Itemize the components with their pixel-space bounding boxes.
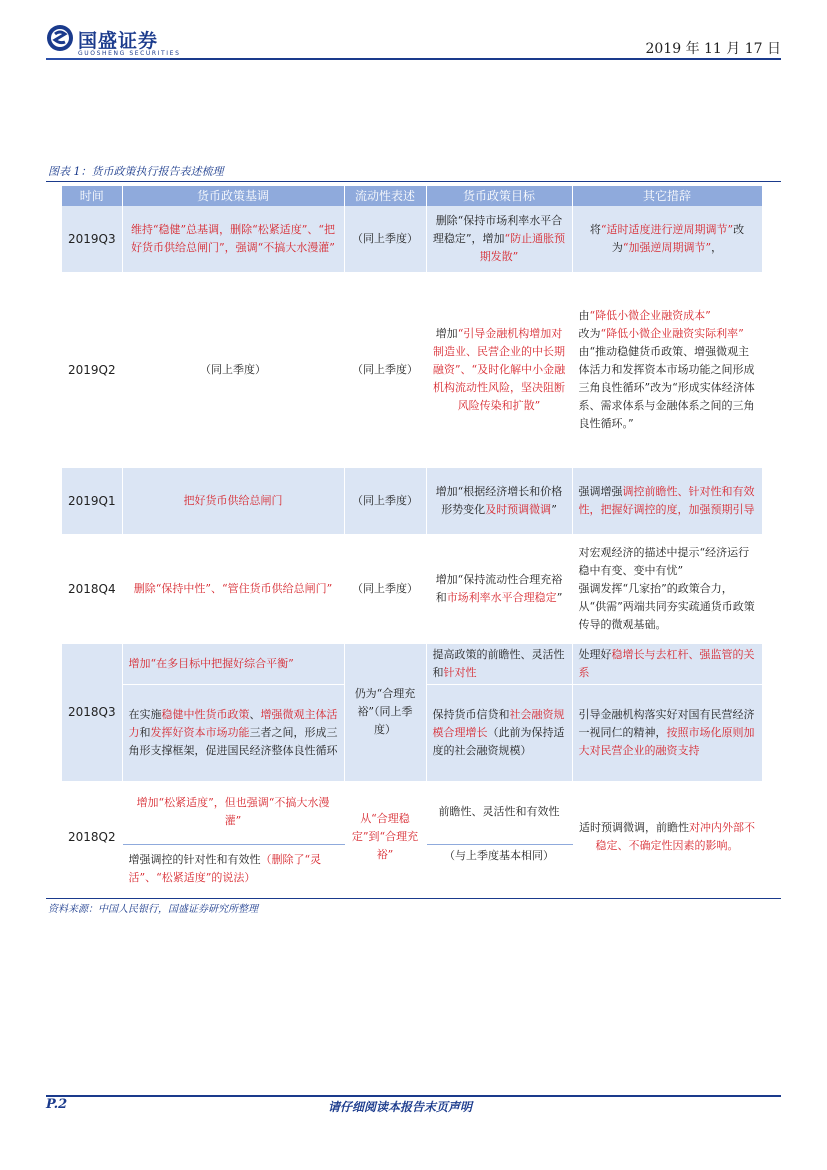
other-text: 由“推动稳健货币政策、增强微观主体活力和发挥资本市场功能之间形成三角良性循环”改为“形成实体经济体系、需求体系与金融体系之间的三角良性循环。” (578, 345, 755, 430)
other-text: 强调发挥“几家抬”的政策合力，从“供需”两端共同夯实疏通货币政策传导的微观基础。 (578, 582, 755, 631)
liquidity-text: 从“合理稳定”到“合理充裕” (351, 811, 419, 861)
page-header (0, 0, 827, 62)
row-other (572, 206, 762, 272)
row-liquidity: 仍为“合理充裕”（同上季度） (344, 644, 426, 781)
other-highlight: “降低小微企业融资实际利率” (600, 327, 744, 340)
target-text: 保持货币信贷和 (432, 707, 510, 721)
other-text: 改为 (578, 327, 601, 340)
target-text: ” (551, 503, 557, 516)
logo-subtext: GUOSHENG SECURITIES (78, 50, 181, 57)
logo-text: 国盛证券 (78, 30, 159, 52)
other-highlight: “降低小微企业融资成本” (589, 309, 711, 322)
row-tone (122, 845, 344, 893)
row-other (572, 781, 762, 893)
other-text: ， (711, 241, 723, 254)
logo-mark-icon (46, 24, 74, 52)
tone-text: 删除“保持中性”、“管住货币供给总闸门” (133, 582, 333, 595)
tone-text: 在实施 (128, 707, 162, 721)
table-row (62, 272, 762, 468)
column-header-time: 时间 (62, 186, 122, 206)
column-header-tone: 货币政策基调 (122, 186, 344, 206)
figure-title: 图表 1：货币政策执行报告表述梳理 (48, 165, 224, 178)
row-liquidity (344, 781, 426, 893)
row-time: 2019Q2 (62, 272, 122, 468)
row-time: 2018Q2 (62, 781, 122, 893)
target-text: 增加“保持流动性合理充裕和 (435, 573, 563, 604)
footer-disclaimer: 请仔细阅读本报告末页声明 (328, 1100, 473, 1114)
figure-source: 资料来源：中国人民银行，国盛证券研究所整理 (48, 904, 258, 915)
target-text: 增加 (435, 327, 458, 340)
row-tone (122, 534, 344, 644)
row-target (426, 272, 572, 468)
tone-text: 、 (249, 707, 261, 721)
other-highlight: 稳增长与去杠杆、强监管的关系 (578, 648, 755, 679)
row-other (572, 685, 762, 781)
target-text: 删除“保持市场利率水平合理稳定”，增加 (432, 214, 563, 245)
other-text: 引导金融机构落实好对国有民营经济一视同仁的精神， (578, 707, 755, 739)
column-header-other: 其它措辞 (572, 186, 762, 206)
target-text: 提高政策的前瞻性、灵活性和 (432, 648, 565, 679)
row-other (572, 468, 762, 534)
report-date: 2019 年 11 月 17 日 (645, 41, 781, 57)
row-other (572, 644, 762, 685)
other-text: 适时预调微调，前瞻性 (579, 820, 689, 834)
other-highlight: 按照市场化原则加大对民营企业的融资支持 (578, 725, 755, 757)
row-liquidity: （同上季度） (344, 468, 426, 534)
row-target (426, 206, 572, 272)
row-target (426, 468, 572, 534)
row-tone (122, 206, 344, 272)
other-highlight: 对冲内外部不稳定、不确定性因素的影响。 (595, 820, 755, 852)
table-row (62, 468, 762, 534)
row-tone (122, 468, 344, 534)
header-divider-accent (46, 58, 170, 60)
row-target (426, 685, 572, 781)
row-time: 2019Q3 (62, 206, 122, 272)
target-highlight: “防止通胀预期发散” (479, 232, 566, 263)
row-target: （与上季度基本相同） (426, 845, 572, 893)
other-text: 对宏观经济的描述中提示“经济运行稳中有变、变中有忧” (578, 546, 750, 577)
table-row (62, 206, 762, 272)
other-text: 处理好 (578, 648, 612, 661)
other-highlight: “加强逆周期调节” (622, 241, 712, 254)
figure-top-rule (46, 181, 781, 182)
row-target: 前瞻性、灵活性和有效性 (426, 781, 572, 845)
tone-text: 和 (139, 725, 151, 739)
column-header-target: 货币政策目标 (426, 186, 572, 206)
row-liquidity: （同上季度） (344, 534, 426, 644)
row-tone (122, 644, 344, 685)
table-row (62, 644, 762, 685)
footer-divider (46, 1095, 781, 1097)
tone-highlight: 增强微观主体活力 (128, 707, 338, 739)
tone-text: 维持“稳健”总基调，删除“松紧适度”、“把好货币供给总闸门”，强调“不搞大水漫灌” (130, 223, 336, 254)
target-text: ” (556, 591, 563, 604)
tone-text: 把好货币供给总闸门 (183, 494, 283, 507)
tone-highlight: 发挥好资本市场功能 (150, 725, 250, 739)
row-tone: （同上季度） (122, 272, 344, 468)
target-highlight: 社会融资规模合理增长 (432, 707, 565, 739)
page-number: P.2 (46, 1097, 68, 1112)
row-liquidity: （同上季度） (344, 206, 426, 272)
row-time: 2018Q3 (62, 644, 122, 781)
table-row (62, 534, 762, 644)
row-tone (122, 781, 344, 845)
row-target (426, 644, 572, 685)
target-text: （此前为保持适度的社会融资规模） (432, 725, 565, 757)
target-highlight: 市场利率水平合理稳定 (446, 591, 557, 604)
tone-text: 增强调控的针对性和有效性 (128, 852, 261, 866)
target-highlight: 及时预调微调 (485, 503, 552, 516)
target-highlight: 针对性 (443, 666, 477, 679)
figure-bottom-rule (46, 898, 781, 899)
row-target (426, 534, 572, 644)
tone-text: 增加“松紧适度”，但也强调“不搞大水漫灌” (136, 796, 330, 828)
row-liquidity: （同上季度） (344, 272, 426, 468)
target-highlight: “引导金融机构增加对制造业、民营企业的中长期融资”、“及时化解中小金融机构流动性风险，坚决阻断风险传染和扩散” (432, 327, 566, 412)
row-time: 2018Q4 (62, 534, 122, 644)
other-text: 将 (589, 223, 601, 236)
column-header-liquidity: 流动性表述 (344, 186, 426, 206)
other-text: 由 (578, 309, 590, 322)
target-text: 增加“根据经济增长和价格形势变化 (435, 485, 563, 516)
row-time: 2019Q1 (62, 468, 122, 534)
table-header-row (62, 186, 762, 206)
policy-table (62, 186, 763, 893)
company-logo (46, 24, 181, 60)
tone-text: 增加“在多目标中把握好综合平衡” (128, 657, 294, 670)
other-text: 改为 (611, 223, 745, 254)
row-other (572, 272, 762, 468)
tone-text: 三者之间，形成三角形支撑框架，促进国民经济整体良性循环 (128, 725, 338, 757)
tone-highlight: 稳健中性货币政策 (161, 707, 250, 721)
other-highlight: 调控前瞻性、针对性和有效性，把握好调控的度，加强预期引导 (578, 485, 755, 516)
table-row (62, 781, 762, 845)
row-tone (122, 685, 344, 781)
other-highlight: “适时适度进行逆周期调节” (600, 223, 734, 236)
tone-highlight: （删除了“灵活”、“松紧适度”的说法） (128, 852, 322, 884)
other-text: 强调增强 (578, 485, 623, 498)
row-other (572, 534, 762, 644)
